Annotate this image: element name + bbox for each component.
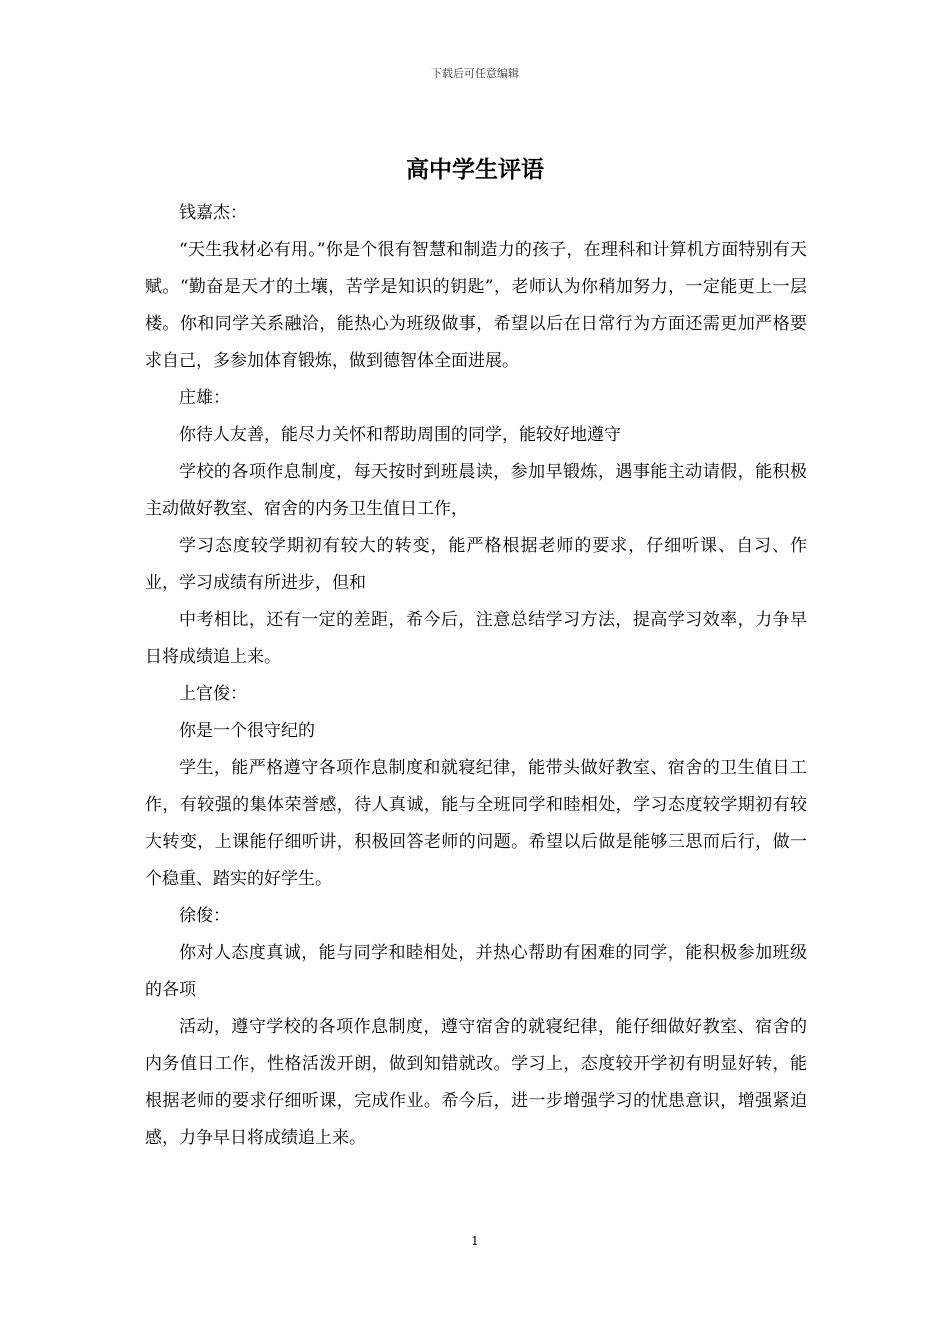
comment-paragraph: 学校的各项作息制度，每天按时到班晨读，参加早锻炼，遇事能主动请假，能积极主动做好教室、宿舍的内务卫生值日工作，	[145, 462, 807, 519]
comment-paragraph: 学生，能严格遵守各项作息制度和就寝纪律，能带头做好教室、宿舍的卫生值日工作，有较强的集体荣誉感，待人真诚，能与全班同学和睦相处，学习态度较学期初有较大转变，上课能仔细听讲，积极回答老师的问题。希望以后做是能够三思而后行，做一个稳重、踏实的好学生。	[145, 758, 807, 889]
header-note: 下载后可任意编辑	[431, 67, 519, 80]
comment-paragraph: 活动，遵守学校的各项作息制度，遵守宿舍的就寝纪律，能仔细做好教室、宿舍的内务值日工作，性格活泼开朗，做到知错就改。学习上，态度较开学初有明显好转，能根据老师的要求仔细听课，完成作业。希今后，进一步增强学习的忧患意识，增强紧迫感，力争早日将成绩追上来。	[145, 1017, 807, 1148]
comment-paragraph: 中考相比，还有一定的差距，希今后，注意总结学习方法，提高学习效率，力争早日将成绩追上来。	[145, 610, 807, 667]
student-name-zhuang: 庄雄：	[179, 388, 230, 408]
comment-paragraph: 你对人态度真诚，能与同学和睦相处，并热心帮助有困难的同学，能积极参加班级的各项	[145, 943, 807, 1000]
comment-paragraph: 你待人友善，能尽力关怀和帮助周围的同学，能较好地遵守	[179, 425, 621, 445]
student-name-xu: 徐俊：	[179, 906, 230, 926]
document-title: 高中学生评语	[406, 156, 544, 183]
document-body	[145, 195, 807, 1157]
student-name-qian: 钱嘉杰：	[179, 203, 247, 223]
comment-paragraph: 你是一个很守纪的	[179, 721, 315, 741]
comment-paragraph: “天生我材必有用。”你是个很有智慧和制造力的孩子，在理科和计算机方面特别有天赋。“勤奋是天才的土壤，苦学是知识的钥匙”，老师认为你稍加努力，一定能更上一层楼。你和同学关系融洽，能热心为班级做事，希望以后在日常行为方面还需更加严格要求自己，多参加体育锻炼，做到德智体全面进展。	[145, 240, 807, 371]
student-name-shangguan: 上官俊：	[179, 684, 247, 704]
page-number: 1	[471, 1234, 479, 1248]
comment-paragraph: 学习态度较学期初有较大的转变，能严格根据老师的要求，仔细听课、自习、作业，学习成绩有所进步，但和	[145, 536, 807, 593]
